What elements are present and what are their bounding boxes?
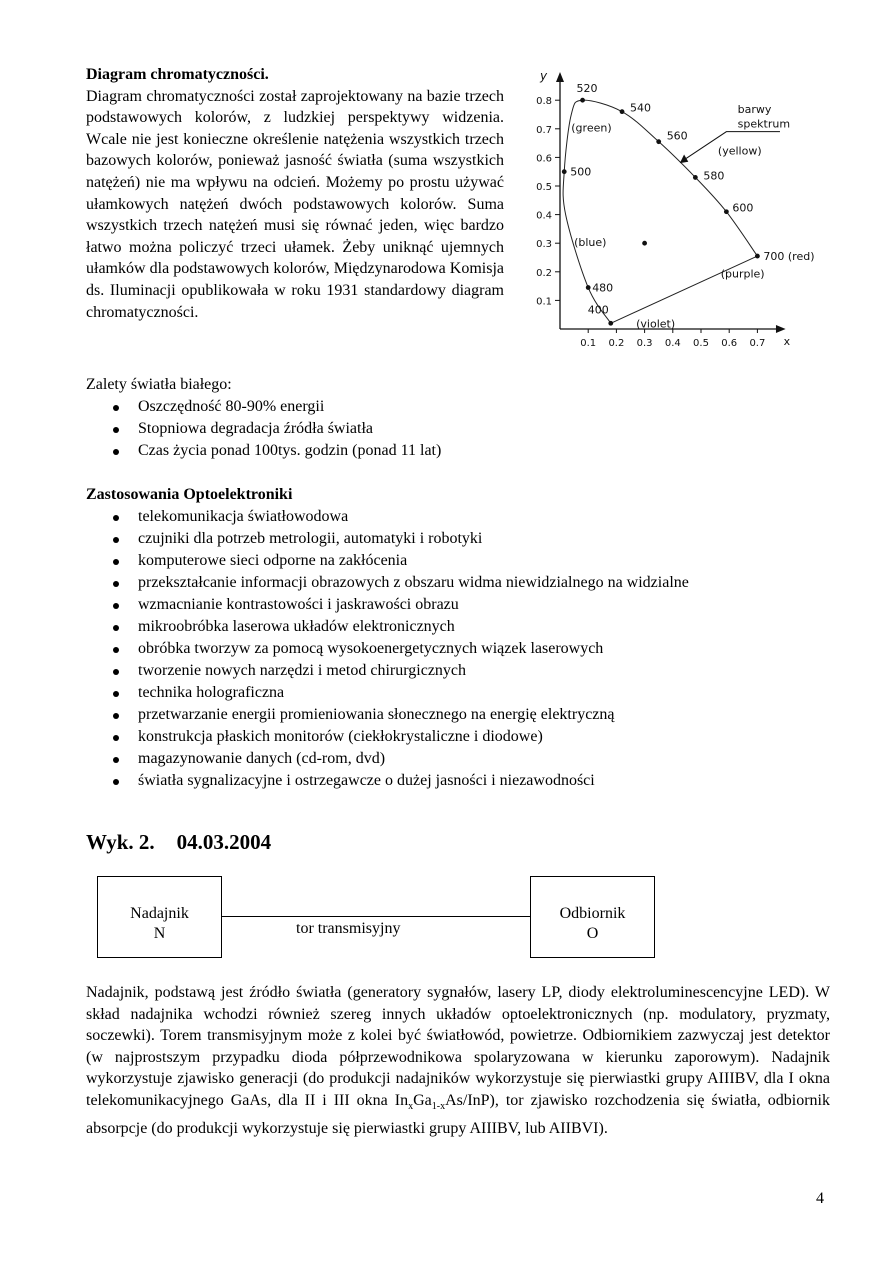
list-item-text: Czas życia ponad 100tys. godzin (ponad 11 lat) — [138, 442, 442, 459]
bullet-icon — [113, 515, 119, 521]
wavelength-label: 520 — [576, 82, 598, 96]
chromaticity-chart-svg — [520, 62, 830, 354]
advantages-section — [86, 374, 441, 462]
wavelength-label: 400 — [587, 303, 609, 317]
wavelength-point — [755, 254, 760, 259]
list-item — [86, 682, 689, 704]
wavelength-point — [724, 209, 729, 214]
x-tick-label: 0.7 — [749, 338, 766, 349]
list-item-text: Stopniowa degradacja źródła światła — [138, 420, 374, 437]
body-text-ga: Ga — [413, 1091, 432, 1109]
bullet-icon — [113, 427, 119, 433]
applications-title: Zastosowania Optoelektroniki — [86, 486, 293, 503]
transmission-line — [221, 916, 530, 917]
list-item-text: magazynowanie danych (cd-rom, dvd) — [138, 750, 386, 767]
bullet-icon — [113, 537, 119, 543]
list-item-text: przekształcanie informacji obrazowych z obszaru widma niewidzialnego na widzialne — [138, 574, 689, 591]
white-point — [642, 241, 647, 246]
wavelength-label: 580 — [703, 169, 725, 183]
bullet-icon — [113, 713, 119, 719]
intro-heading: Diagram chromatyczności. — [86, 66, 269, 83]
chart-annotation: (blue) — [574, 236, 607, 250]
wavelength-label: 700 (red) — [763, 250, 815, 264]
y-tick-label: 0.7 — [536, 124, 552, 136]
chart-annotation: (purple) — [720, 267, 765, 281]
chromaticity-diagram — [520, 62, 830, 354]
body-paragraph — [86, 982, 830, 1139]
body-section — [86, 982, 830, 1139]
x-tick-label: 0.6 — [721, 338, 738, 349]
list-item — [86, 550, 689, 572]
list-item — [86, 418, 441, 440]
list-item — [86, 528, 689, 550]
list-item — [86, 726, 689, 748]
wavelength-point — [656, 139, 661, 144]
wavelength-point — [580, 98, 585, 103]
list-item-text: technika holograficzna — [138, 684, 285, 701]
lecture-label: Wyk. 2. — [86, 830, 155, 854]
purple-line — [611, 256, 758, 323]
bullet-icon — [113, 757, 119, 763]
y-tick-label: 0.1 — [536, 296, 552, 308]
list-item — [86, 704, 689, 726]
wavelength-point — [586, 285, 591, 290]
chart-annotation: (violet) — [636, 317, 676, 331]
list-item — [86, 638, 689, 660]
list-item-text: Oszczędność 80-90% energii — [138, 398, 325, 415]
y-tick-label: 0.8 — [536, 96, 552, 108]
x-tick-label: 0.2 — [608, 338, 625, 349]
transmitter-label: Nadajnik — [130, 905, 189, 922]
y-tick-label: 0.2 — [536, 267, 552, 279]
transmitter-symbol: N — [153, 925, 166, 942]
chart-annotation: spektrum — [737, 117, 791, 131]
list-item-text: mikroobróbka laserowa układów elektronicznych — [138, 618, 455, 635]
list-item-text: czujniki dla potrzeb metrologii, automatyki i robotyki — [138, 530, 483, 547]
y-tick-label: 0.4 — [536, 210, 552, 222]
chart-annotation: (green) — [571, 121, 612, 135]
bullet-icon — [113, 647, 119, 653]
wavelength-label: 560 — [666, 129, 688, 143]
x-tick-label: 0.5 — [693, 338, 709, 349]
list-item-text: konstrukcja płaskich monitorów (ciekłokrystaliczne i diodowe) — [138, 728, 543, 745]
list-item — [86, 594, 689, 616]
bullet-icon — [113, 735, 119, 741]
bullet-icon — [113, 779, 119, 785]
wavelength-point — [562, 169, 567, 174]
x-axis-label: x — [783, 335, 791, 348]
y-tick-label: 0.3 — [536, 239, 552, 251]
y-axis-label: y — [540, 69, 548, 83]
advantages-list — [86, 396, 441, 462]
x-tick-label: 0.3 — [636, 338, 653, 349]
bullet-icon — [113, 581, 119, 587]
intro-section — [86, 64, 504, 323]
wavelength-point — [620, 109, 625, 114]
x-axis-arrow-icon — [776, 325, 786, 333]
wavelength-point — [693, 175, 698, 180]
applications-section — [86, 484, 689, 792]
list-item-text: obróbka tworzyw za pomocą wysokoenergetycznych wiązek laserowych — [138, 640, 604, 657]
list-item-text: telekomunikacja światłowodowa — [138, 508, 349, 525]
list-item — [86, 660, 689, 682]
bullet-icon — [113, 603, 119, 609]
receiver-label: Odbiornik — [559, 905, 626, 922]
transmitter-block — [97, 876, 222, 958]
channel-label: tor transmisyjny — [296, 920, 401, 937]
advantages-title: Zalety światła białego: — [86, 376, 232, 393]
receiver-symbol: O — [586, 925, 599, 942]
wavelength-label: 500 — [570, 165, 592, 179]
wavelength-point — [608, 321, 613, 326]
body-text-part1: Nadajnik, podstawą jest źródło światła (generatory sygnałów, lasery LP, diody elektroluminescencyjne LED). W skład nadajnika wchodzi również szereg innych układów optoelektronicznych (np. modulatory, pryzmaty, soczewki). Torem transmisyjnym może z kolei być światłowód, powietrze. Odbiornikiem zazwyczaj jest detektor (w najprostszym przypadku dioda półprzewodnikowa spolaryzowana w kierunku zaporowym). Nadajnik wykorzystuje zjawisko generacji (do produkcji nadajników wykorzystuje się pierwiastki grupy AIIIBV, dla I okna telekomunikacyjnego GaAs, dla II i III okna In — [86, 984, 830, 1109]
list-item — [86, 396, 441, 418]
intro-paragraph: Diagram chromatyczności został zaprojektowany na bazie trzech podstawowych kolorów, z ludzkiej perspektywy widzenia. Wcale nie jest konieczne określenie natężenia wszystkich trzech bazowych kolorów, ponieważ jasność światła (suma wszystkich natężeń) nie ma wpływu na odcień. Możemy po prostu używać ułamkowych natężeń dwóch podstawowych kolorów. Suma wszystkich trzech natężeń musi się równać jeden, więc bardzo łatwo można policzyć trzeci ułamek. Żeby uniknąć ujemnych ułamków dla podstawowych kolorów, Międzynarodowa Komisja ds. Iluminacji opublikowała w roku 1931 standardowy diagram chromatyczności. — [86, 87, 504, 321]
y-tick-label: 0.6 — [536, 153, 552, 165]
x-tick-label: 0.1 — [580, 338, 597, 349]
y-tick-label: 0.5 — [536, 182, 552, 193]
bullet-icon — [113, 559, 119, 565]
list-item-text: tworzenie nowych narzędzi i metod chirurgicznych — [138, 662, 467, 679]
bullet-icon — [113, 449, 119, 455]
wavelength-label: 600 — [732, 201, 754, 215]
subscript-x: x — [408, 1101, 414, 1113]
receiver-block — [530, 876, 655, 958]
bullet-icon — [113, 625, 119, 631]
subscript-1-x: 1-x — [431, 1101, 446, 1113]
body-text-part2: As/InP), tor zjawisko rozchodzenia się światła, odbiornik absorpcje (do produkcji wykorzystuje się pierwiastki grupy AIIIBV, lub AIIBVI). — [86, 1091, 830, 1137]
lecture-date: 04.03.2004 — [176, 830, 272, 854]
list-item — [86, 748, 689, 770]
bullet-icon — [113, 669, 119, 675]
bullet-icon — [113, 691, 119, 697]
chart-annotation: (yellow) — [717, 144, 762, 158]
list-item — [86, 506, 689, 528]
list-item-text: komputerowe sieci odporne na zakłócenia — [138, 552, 408, 569]
x-tick-label: 0.4 — [664, 338, 681, 349]
applications-list — [86, 506, 689, 792]
list-item — [86, 572, 689, 594]
list-item — [86, 616, 689, 638]
list-item — [86, 440, 441, 462]
list-item — [86, 770, 689, 792]
list-item-text: wzmacnianie kontrastowości i jaskrawości obrazu — [138, 596, 459, 613]
wavelength-label: 540 — [630, 101, 652, 115]
wavelength-label: 480 — [592, 281, 614, 295]
lecture-heading — [86, 830, 271, 855]
list-item-text: światła sygnalizacyjne i ostrzegawcze o dużej jasności i niezawodności — [138, 772, 595, 789]
bullet-icon — [113, 405, 119, 411]
page-number: 4 — [816, 1190, 824, 1207]
list-item-text: przetwarzanie energii promieniowania słonecznego na energię elektryczną — [138, 706, 615, 723]
chart-annotation: barwy — [737, 103, 772, 117]
pointer-arrow-icon — [680, 155, 688, 164]
y-axis-arrow-icon — [556, 72, 564, 82]
